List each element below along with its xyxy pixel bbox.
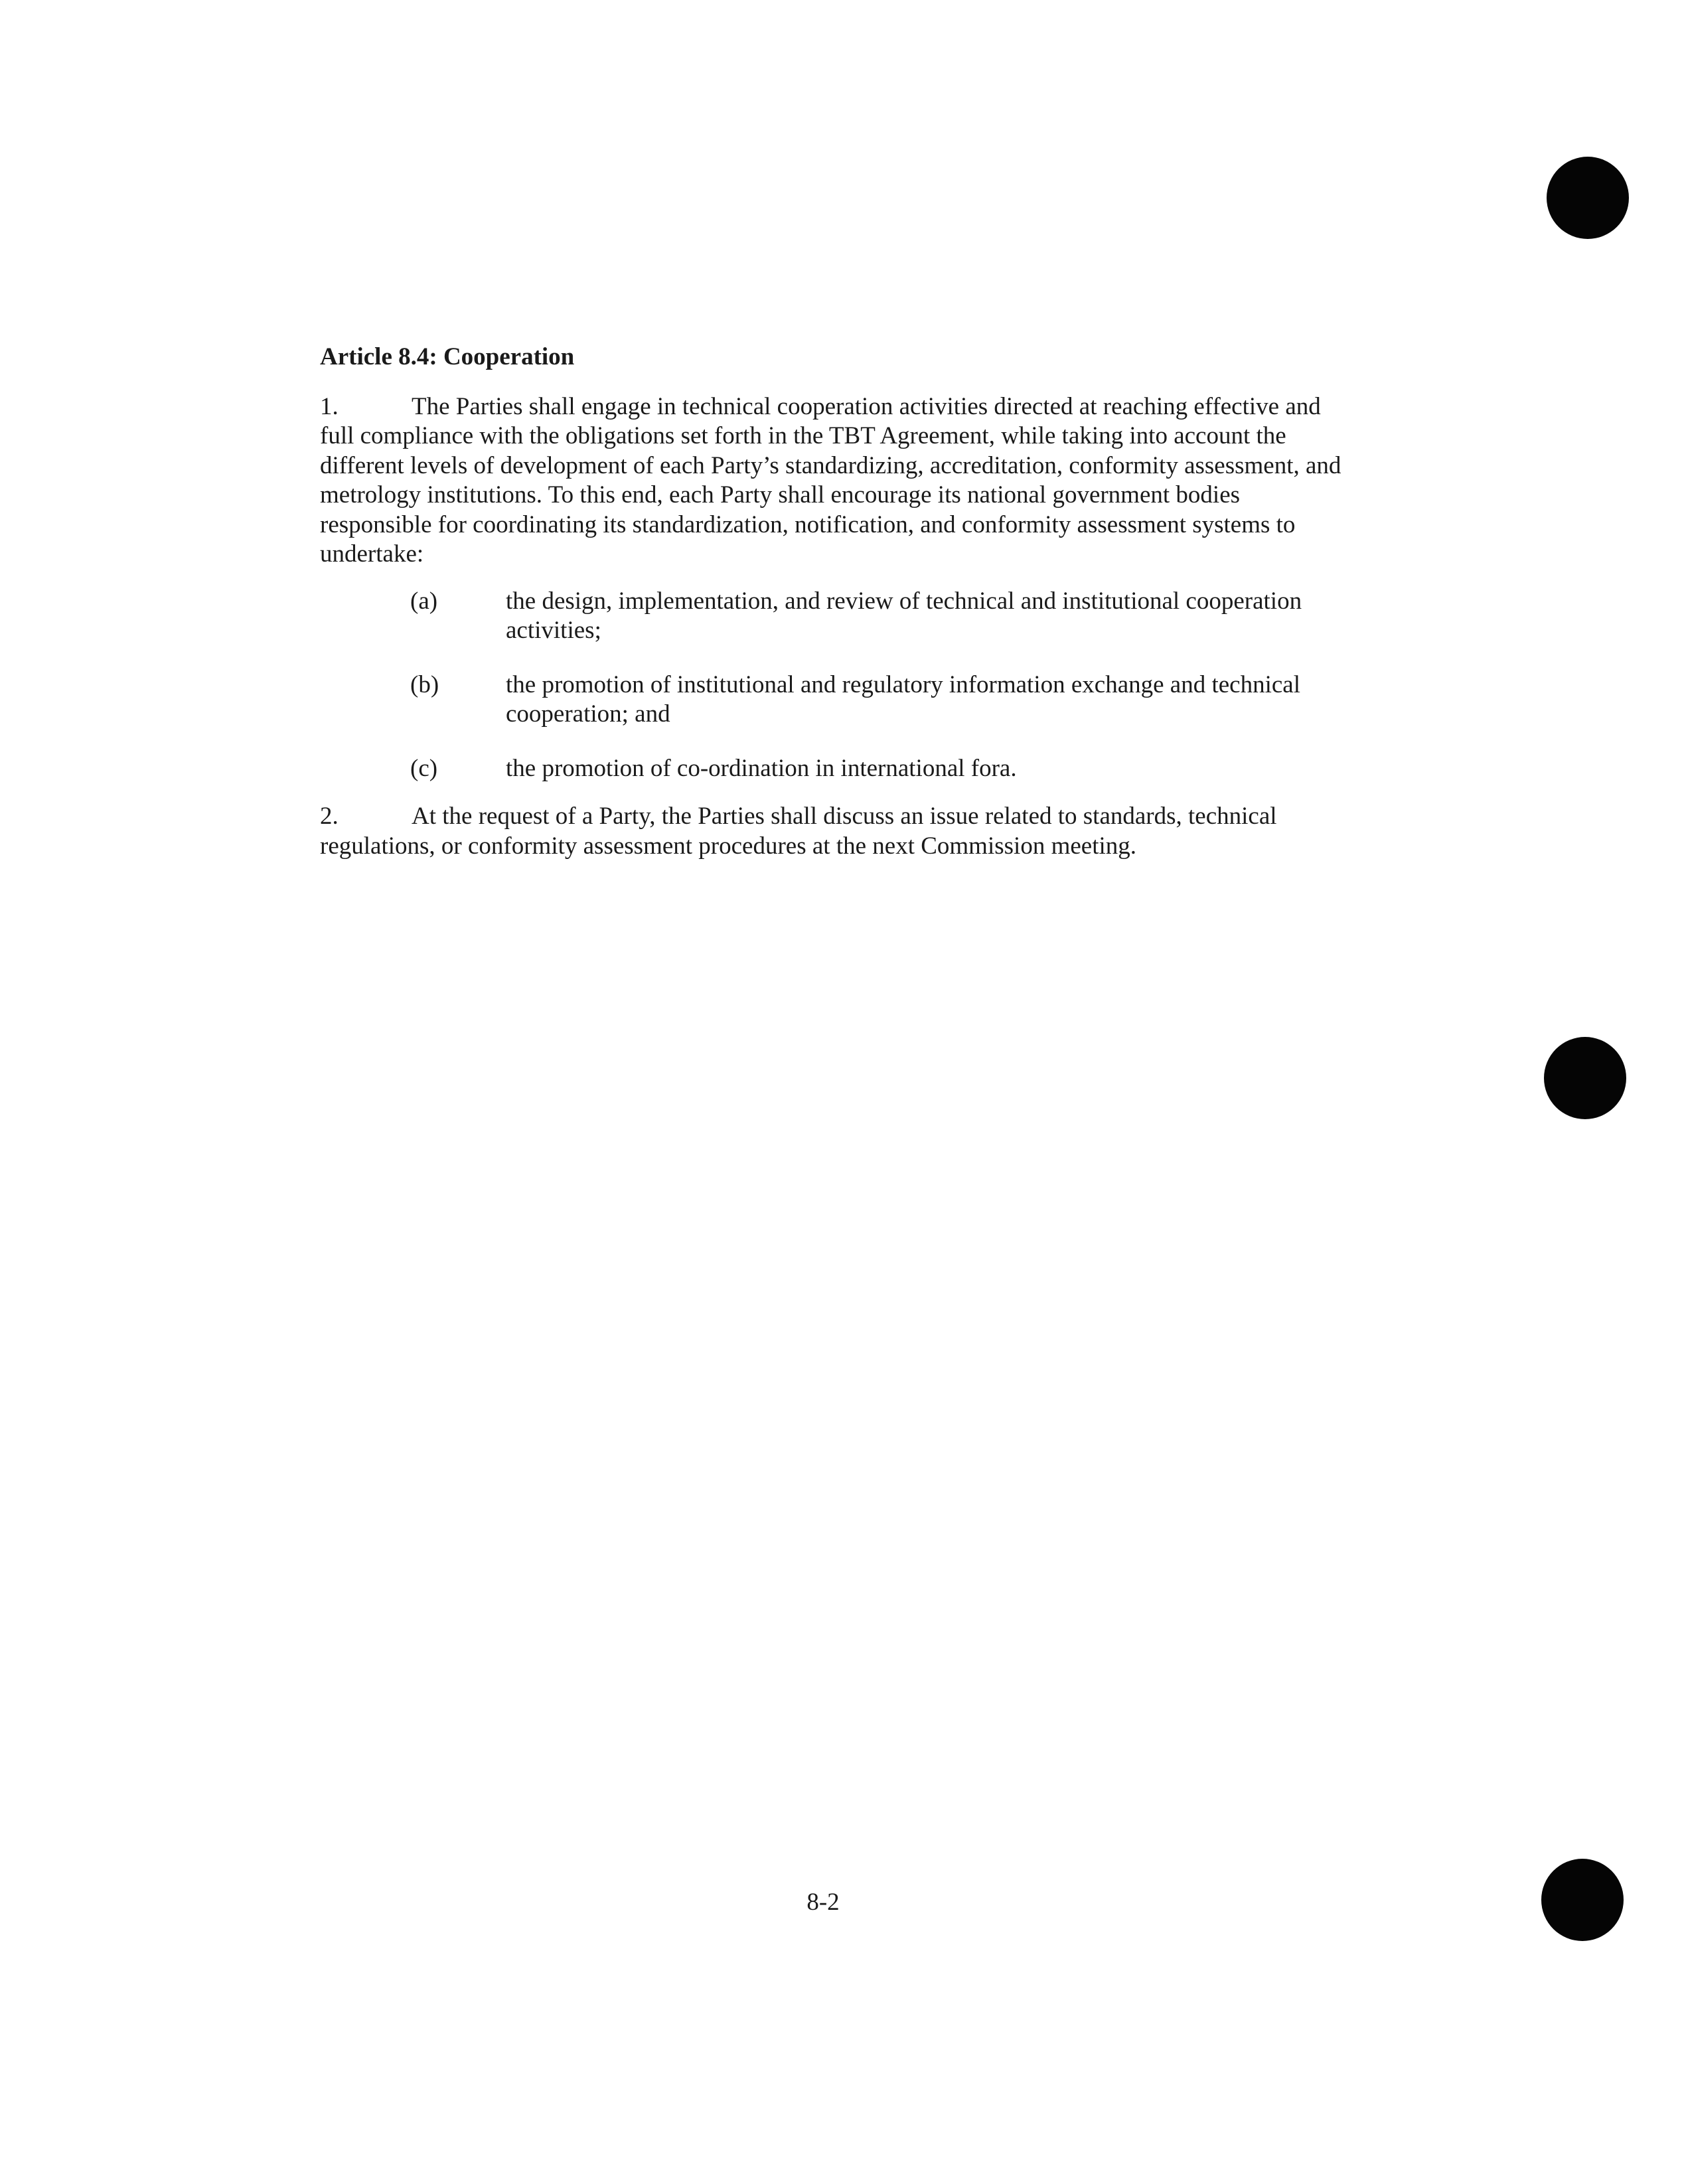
paragraph-text: At the request of a Party, the Parties shall discuss an issue related to standards, technical regulations, or conformity assessment procedures at the next Commission meeting. xyxy=(320,803,1277,860)
list-item-text: the promotion of co-ordination in international fora. xyxy=(506,754,1017,782)
punch-hole-middle xyxy=(1544,1037,1626,1119)
paragraph-number: 2. xyxy=(320,803,339,830)
list-item-marker: (a) xyxy=(410,587,438,615)
list-item-text: the design, implementation, and review of technical and institutional cooperation activities; xyxy=(506,587,1302,644)
list-item-marker: (b) xyxy=(410,670,439,698)
paragraph-2 xyxy=(320,802,1355,861)
paragraph-text: The Parties shall engage in technical cooperation activities directed at reaching effective and full compliance with the obligations set forth in the TBT Agreement, while taking into account the different levels of development of each Party’s standardizing, accreditation, conformity assessment, and metrology institutions. To this end, each Party shall encourage its national government bodies responsible for coordinating its standardization, notification, and conformity assessment systems to undertake: xyxy=(320,392,1341,568)
paragraph-1 xyxy=(320,392,1355,570)
list-item-marker: (c) xyxy=(410,754,438,782)
list-item-b xyxy=(320,670,1355,730)
punch-hole-top xyxy=(1547,157,1629,239)
list-item-a xyxy=(320,587,1355,646)
list-item-c xyxy=(320,754,1355,784)
list-item-text: the promotion of institutional and regulatory information exchange and technical cooperation; and xyxy=(506,670,1301,728)
page-number: 8-2 xyxy=(806,1889,840,1916)
article-heading: Article 8.4: Cooperation xyxy=(320,343,575,370)
paragraph-number: 1. xyxy=(320,392,339,420)
article-body xyxy=(320,343,1355,878)
subitem-list xyxy=(320,587,1355,784)
